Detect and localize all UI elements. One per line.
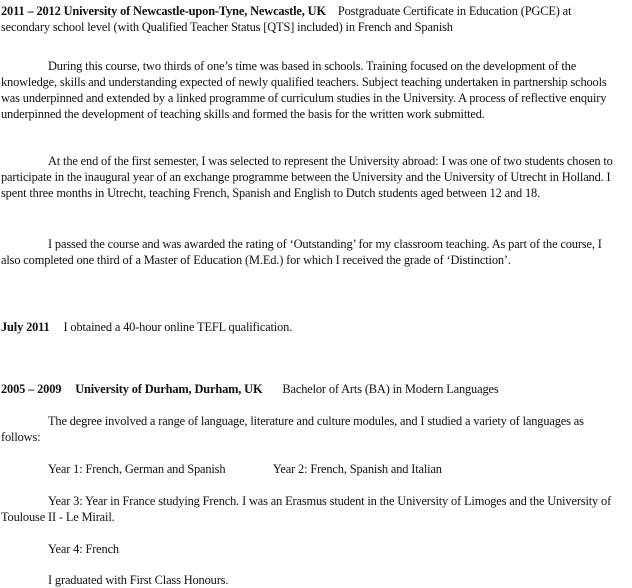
durham-intro-text: The degree involved a range of language, literature and culture modules, and I studied a variety of languages as follows:	[1, 414, 584, 444]
durham-result	[1, 572, 619, 588]
durham-year-3-text: Year 3: Year in France studying French. I was an Erasmus student in the University of Limoges and the University of Toulouse II - Le Mirail.	[1, 494, 612, 524]
durham-year-2: Year 2: French, Spanish and Italian	[272, 462, 442, 476]
durham-year-1: Year 1: French, German and Spanish	[48, 462, 226, 476]
durham-intro	[1, 413, 619, 445]
durham-qualification: Bachelor of Arts (BA) in Modern Languages	[282, 382, 499, 396]
pgce-paragraph-2-text: At the end of the first semester, I was selected to represent the University abroad: I was one of two students chosen to participate in the inaugural year of an exchange programme between the University and the University of Utrecht in Holland. I spent three months in Utrecht, teaching French, Spanish and English to Dutch students aged between 12 and 18.	[1, 154, 613, 200]
pgce-heading	[1, 3, 619, 35]
durham-institution: University of Durham, Durham, UK	[75, 382, 263, 396]
durham-heading	[1, 381, 619, 397]
pgce-paragraph-3	[1, 236, 619, 268]
pgce-paragraph-2	[1, 153, 619, 201]
tefl-date: July 2011	[1, 320, 50, 334]
pgce-paragraph-1-text: During this course, two thirds of one’s time was based in schools. Training focused on the development of the knowledge, skills and understanding expected of newly qualified teachers. Subject teaching undertaken in partnership schools was underpinned and extended by a linked programme of curriculum studies in the University. A process of reflective enquiry underpinned the development of teaching skills and formed the basis for the written work submitted.	[1, 59, 607, 121]
pgce-dates: 2011 – 2012	[1, 4, 61, 18]
pgce-institution: University of Newcastle-upon-Tyne, Newcastle, UK	[63, 4, 326, 18]
durham-years-1-2	[1, 461, 619, 477]
pgce-qualification: Postgraduate Certificate in Education (PGCE) at secondary school level (with Qualified Teacher Status [QTS] included) in French and Spanish	[1, 4, 572, 34]
durham-year-4-text: Year 4: French	[48, 542, 119, 556]
pgce-paragraph-1	[1, 58, 619, 122]
durham-dates: 2005 – 2009	[1, 382, 62, 396]
durham-result-text: I graduated with First Class Honours.	[48, 573, 229, 587]
tefl-entry	[1, 319, 619, 335]
pgce-paragraph-3-text: I passed the course and was awarded the rating of ‘Outstanding’ for my classroom teaching. As part of the course, I also completed one third of a Master of Education (M.Ed.) for which I received the grade of ‘Distinction’.	[1, 237, 602, 267]
durham-year-4	[1, 541, 619, 557]
tefl-text: I obtained a 40-hour online TEFL qualification.	[63, 320, 293, 334]
durham-year-3	[1, 493, 619, 525]
